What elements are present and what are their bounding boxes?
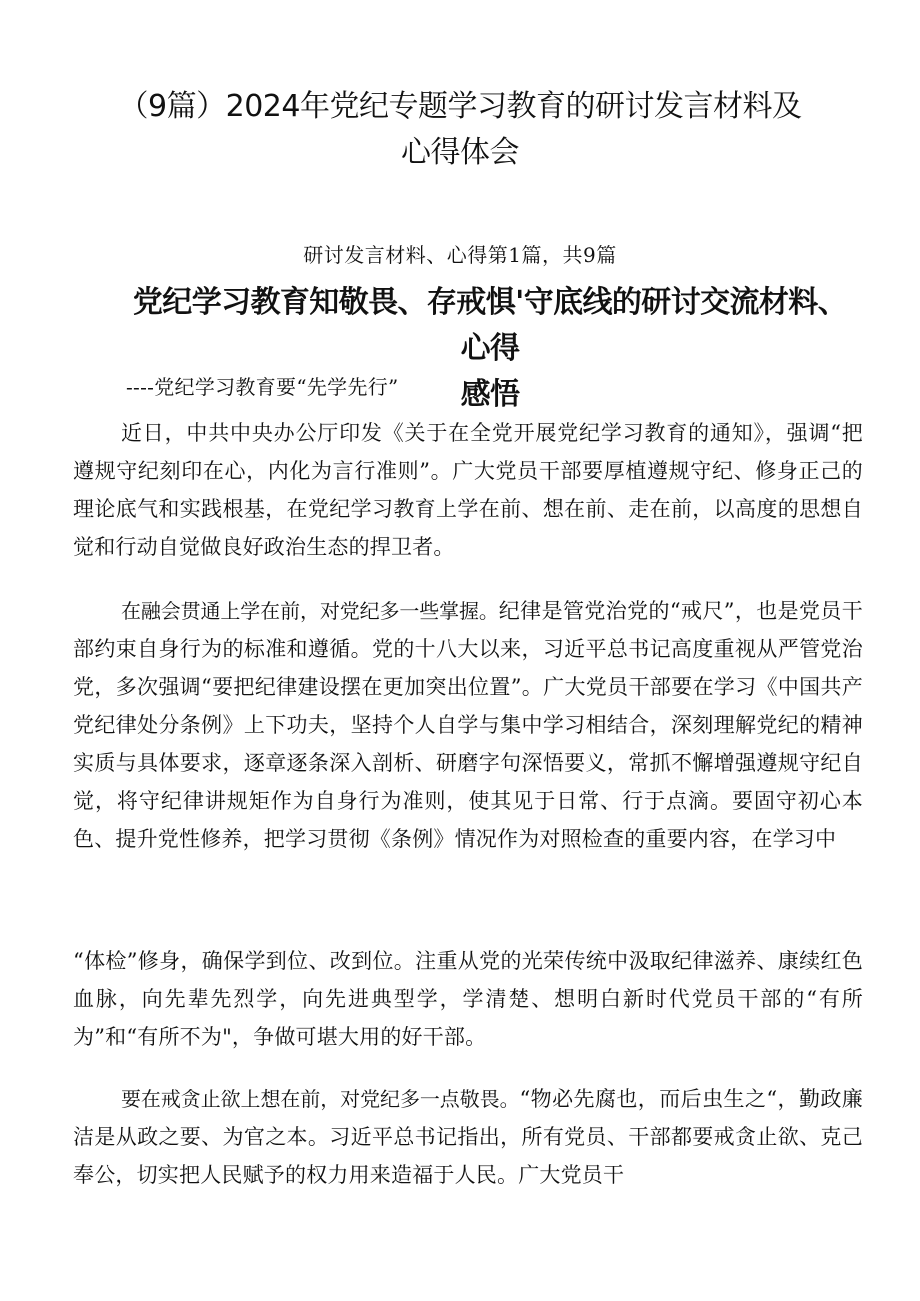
part-title-line1: 党纪学习教育知敬畏、存戒惧'守底线的研讨交流材料、心得 [132,285,848,366]
paragraph-text: “体检”修身，确保学到位、改到位。注重从党的光荣传统中汲取纪律滋养、康续红色血脉，向先辈先烈学，向先进典型学，学清楚、想明白新时代党员干部的“有所为”和“有所不为"，争做可堪大用的好干部。 [73,949,863,1049]
paragraph-lead: 在融会贯通上学在前，对党纪多一些掌握。 [121,599,499,623]
paragraph-text: 近日，中共中央办公厅印发《关于在全党开展党纪学习教育的通知》，强调“把遵规守纪刻印在心，内化为言行准则”。广大党员干部要厚植遵规守纪、修身正己的理论底气和实践根基，在党纪学习教育上学在前、想在前、走在前，以高度的思想自觉和行动自觉做良好政治生态的捍卫者。 [73,421,863,559]
document-title-line2: 心得体会 [401,135,519,170]
part-label: 研讨发言材料、心得第1篇，共9篇 [303,243,617,267]
part-title-line2: 感悟 [460,377,520,412]
paragraph [73,414,863,566]
document-title-line1: （9篇）2024年党纪专题学习教育的研讨发言材料及 [118,89,802,124]
document-title [60,84,860,176]
paragraph-text: 纪律是管党治党的“戒尺”，也是党员干部约束自身行为的标准和遵循。党的十八大以来，习近平总书记高度重视从严管党治党，多次强调“要把纪律建设摆在更加突出位置”。广大党员干部要在学习《中国共产党纪律处分条例》上下功夫，坚持个人自学与集中学习相结合，深刻理解党纪的精神实质与具体要求，逐章逐条深入剖析、研磨字句深悟要义，常抓不懈增强遵规守纪自觉，将守纪律讲规矩作为自身行为准则，使其见于日常、行于点滴。要固守初心本色、提升党性修养，把学习贯彻《条例》情况作为对照检查的重要内容，在学习中 [73,599,863,851]
subtitle: ----党纪学习教育要“先学先行” [126,375,399,399]
paragraph-lead: 要在戒贪止欲上想在前，对党纪多一点敬畏。 [121,1087,520,1111]
paragraph [73,942,863,1056]
paragraph [73,1080,863,1194]
paragraph-text: “物必先腐也，而后虫生之“，勤政廉洁是从政之要、为官之本。习近平总书记指出，所有党员、干部都要戒贪止欲、克己奉公，切实把人民赋予的权力用来造福于人民。广大党员干 [73,1087,863,1187]
paragraph [73,592,863,858]
